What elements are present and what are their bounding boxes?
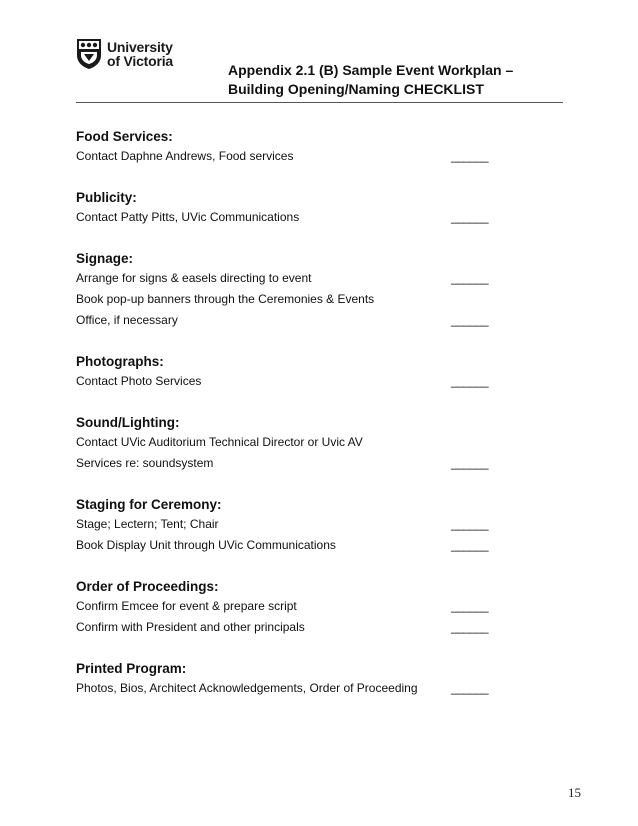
checklist-section [76,251,556,333]
section-heading: Photographs: [76,354,164,369]
checklist-item [76,148,556,169]
checklist-section [76,497,556,558]
checklist-item-text: Book pop-up banners through the Ceremonies & Events [76,292,375,306]
checklist-item-blank: ______ [451,620,489,634]
checklist-item-text: Book Display Unit through UVic Communications [76,538,336,552]
section-heading: Sound/Lighting: [76,415,180,430]
checklist-item-blank: ______ [451,313,489,327]
checklist-item-text: Photos, Bios, Architect Acknowledgements, Order of Proceeding [76,681,418,695]
logo-line-1: University [107,39,173,55]
checklist-item-text: Contact Daphne Andrews, Food services [76,149,294,163]
section-heading: Publicity: [76,190,137,205]
section-heading: Staging for Ceremony: [76,497,222,512]
checklist [76,129,556,722]
checklist-item-text: Arrange for signs & easels directing to event [76,271,312,285]
checklist-section [76,190,556,230]
page-title [228,61,513,99]
checklist-item-text: Confirm with President and other principals [76,620,305,634]
checklist-item [76,619,556,640]
university-logo [76,38,186,74]
section-heading: Food Services: [76,129,173,144]
checklist-item-text: Contact Photo Services [76,374,202,388]
checklist-item-blank: ______ [451,210,489,224]
uvic-crest-icon [76,38,102,69]
checklist-section [76,661,556,701]
checklist-item-blank: ______ [451,149,489,163]
page-number: 15 [568,785,581,800]
checklist-item [76,373,556,394]
checklist-item-blank: ______ [451,271,489,285]
title-line-2: Building Opening/Naming CHECKLIST [228,81,484,97]
checklist-item-text: Office, if necessary [76,313,178,327]
checklist-item [76,312,556,333]
checklist-item-text: Contact Patty Pitts, UVic Communications [76,210,300,224]
checklist-item-blank: ______ [451,456,489,470]
checklist-item [76,537,556,558]
checklist-section [76,579,556,640]
logo-line-2: of Victoria [107,53,174,69]
checklist-item-text: Services re: soundsystem [76,456,214,470]
section-heading: Order of Proceedings: [76,579,219,594]
title-line-1: Appendix 2.1 (B) Sample Event Workplan – [228,62,514,78]
checklist-item [76,680,556,701]
header-divider [76,102,563,103]
checklist-item-text: Contact UVic Auditorium Technical Director or Uvic AV [76,435,363,449]
checklist-item-blank: ______ [451,538,489,552]
checklist-item-blank: ______ [451,517,489,531]
checklist-item [76,455,556,476]
checklist-section [76,415,556,476]
checklist-section [76,129,556,169]
checklist-item [76,598,556,619]
checklist-item [76,516,556,537]
checklist-item-blank: ______ [451,681,489,695]
checklist-item [76,291,556,312]
section-heading: Signage: [76,251,134,266]
checklist-item-text: Stage; Lectern; Tent; Chair [76,517,219,531]
section-heading: Printed Program: [76,661,187,676]
checklist-section [76,354,556,394]
checklist-item [76,434,556,455]
checklist-item-text: Confirm Emcee for event & prepare script [76,599,297,613]
checklist-item [76,270,556,291]
checklist-item-blank: ______ [451,599,489,613]
checklist-item-blank: ______ [451,374,489,388]
checklist-item [76,209,556,230]
